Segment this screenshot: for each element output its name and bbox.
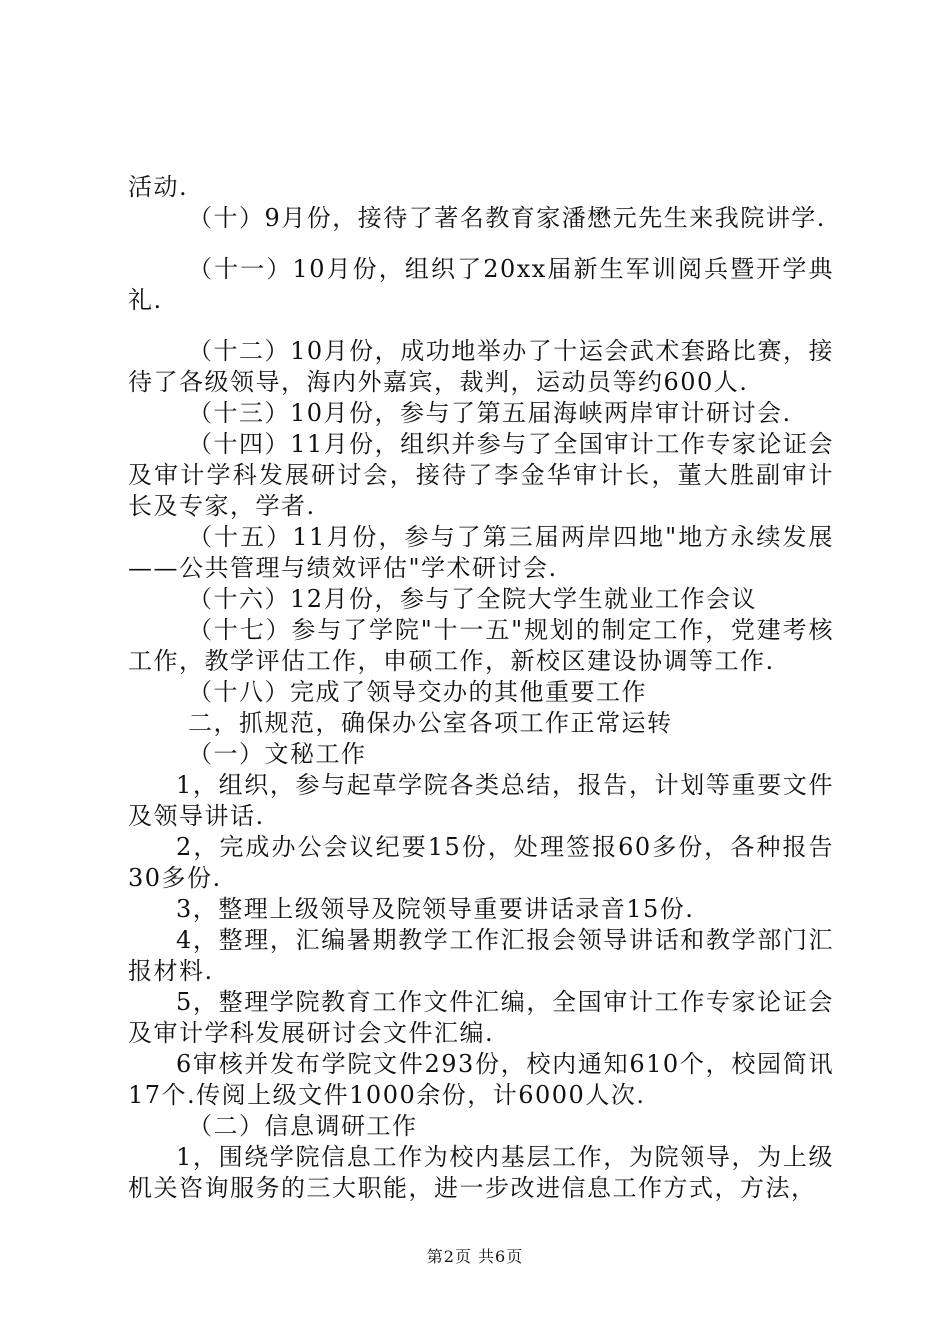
list-item-2: 2，完成办公会议纪要15份，处理签报60多份，各种报告30多份. bbox=[128, 833, 834, 892]
paragraph-item-16: （十六）12月份，参与了全院大学生就业工作会议 bbox=[188, 585, 758, 613]
paragraph-item-18: （十八）完成了领导交办的其他重要工作 bbox=[188, 678, 647, 706]
list-item-3: 3，整理上级领导及院领导重要讲话录音15份. bbox=[176, 895, 695, 923]
paragraph-item-10: （十）9月份，接待了著名教育家潘懋元先生来我院讲学. bbox=[188, 204, 826, 232]
paragraph-item-17: （十七）参与了学院"十一五"规划的制定工作，党建考核工作，教学评估工作，申硕工作，新校区建设协调等工作. bbox=[128, 616, 834, 675]
page-footer: 第2页 共6页 bbox=[426, 1247, 524, 1266]
list-item-1: 1，组织，参与起草学院各类总结，报告，计划等重要文件及领导讲话. bbox=[128, 771, 834, 830]
paragraph-item-15: （十五）11月份，参与了第三届两岸四地"地方永续发展——公共管理与绩效评估"学术研讨会. bbox=[128, 523, 834, 582]
document-body bbox=[128, 172, 834, 1204]
list-item-research-1: 1，围绕学院信息工作为校内基层工作，为院领导，为上级机关咨询服务的三大职能，进一步改进信息工作方式，方法， bbox=[128, 1143, 834, 1202]
list-item-5: 5，整理学院教育工作文件汇编，全国审计工作专家论证会及审计学科发展研讨会文件汇编. bbox=[128, 988, 834, 1047]
paragraph-continuation: 活动. bbox=[128, 173, 189, 201]
subsection-heading-secretarial: （一）文秘工作 bbox=[188, 740, 367, 768]
list-item-4: 4，整理，汇编暑期教学工作汇报会领导讲话和教学部门汇报材料. bbox=[128, 926, 834, 985]
subsection-heading-research: （二）信息调研工作 bbox=[188, 1112, 418, 1140]
paragraph-item-13: （十三）10月份，参与了第五届海峡两岸审计研讨会. bbox=[188, 399, 792, 427]
paragraph-item-12: （十二）10月份，成功地举办了十运会武术套路比赛，接待了各级领导，海内外嘉宾，裁判，运动员等约600人. bbox=[128, 337, 834, 396]
paragraph-item-11: （十一）10月份，组织了20xx届新生军训阅兵暨开学典礼. bbox=[128, 255, 834, 314]
list-item-6: 6审核并发布学院文件293份，校内通知610个，校园简讯17个.传阅上级文件1000余份，计6000人次. bbox=[128, 1050, 834, 1109]
section-heading-2: 二，抓规范，确保办公室各项工作正常运转 bbox=[188, 709, 673, 737]
paragraph-item-14: （十四）11月份，组织并参与了全国审计工作专家论证会及审计学科发展研讨会，接待了李金华审计长，董大胜副审计长及专家，学者. bbox=[128, 430, 834, 520]
